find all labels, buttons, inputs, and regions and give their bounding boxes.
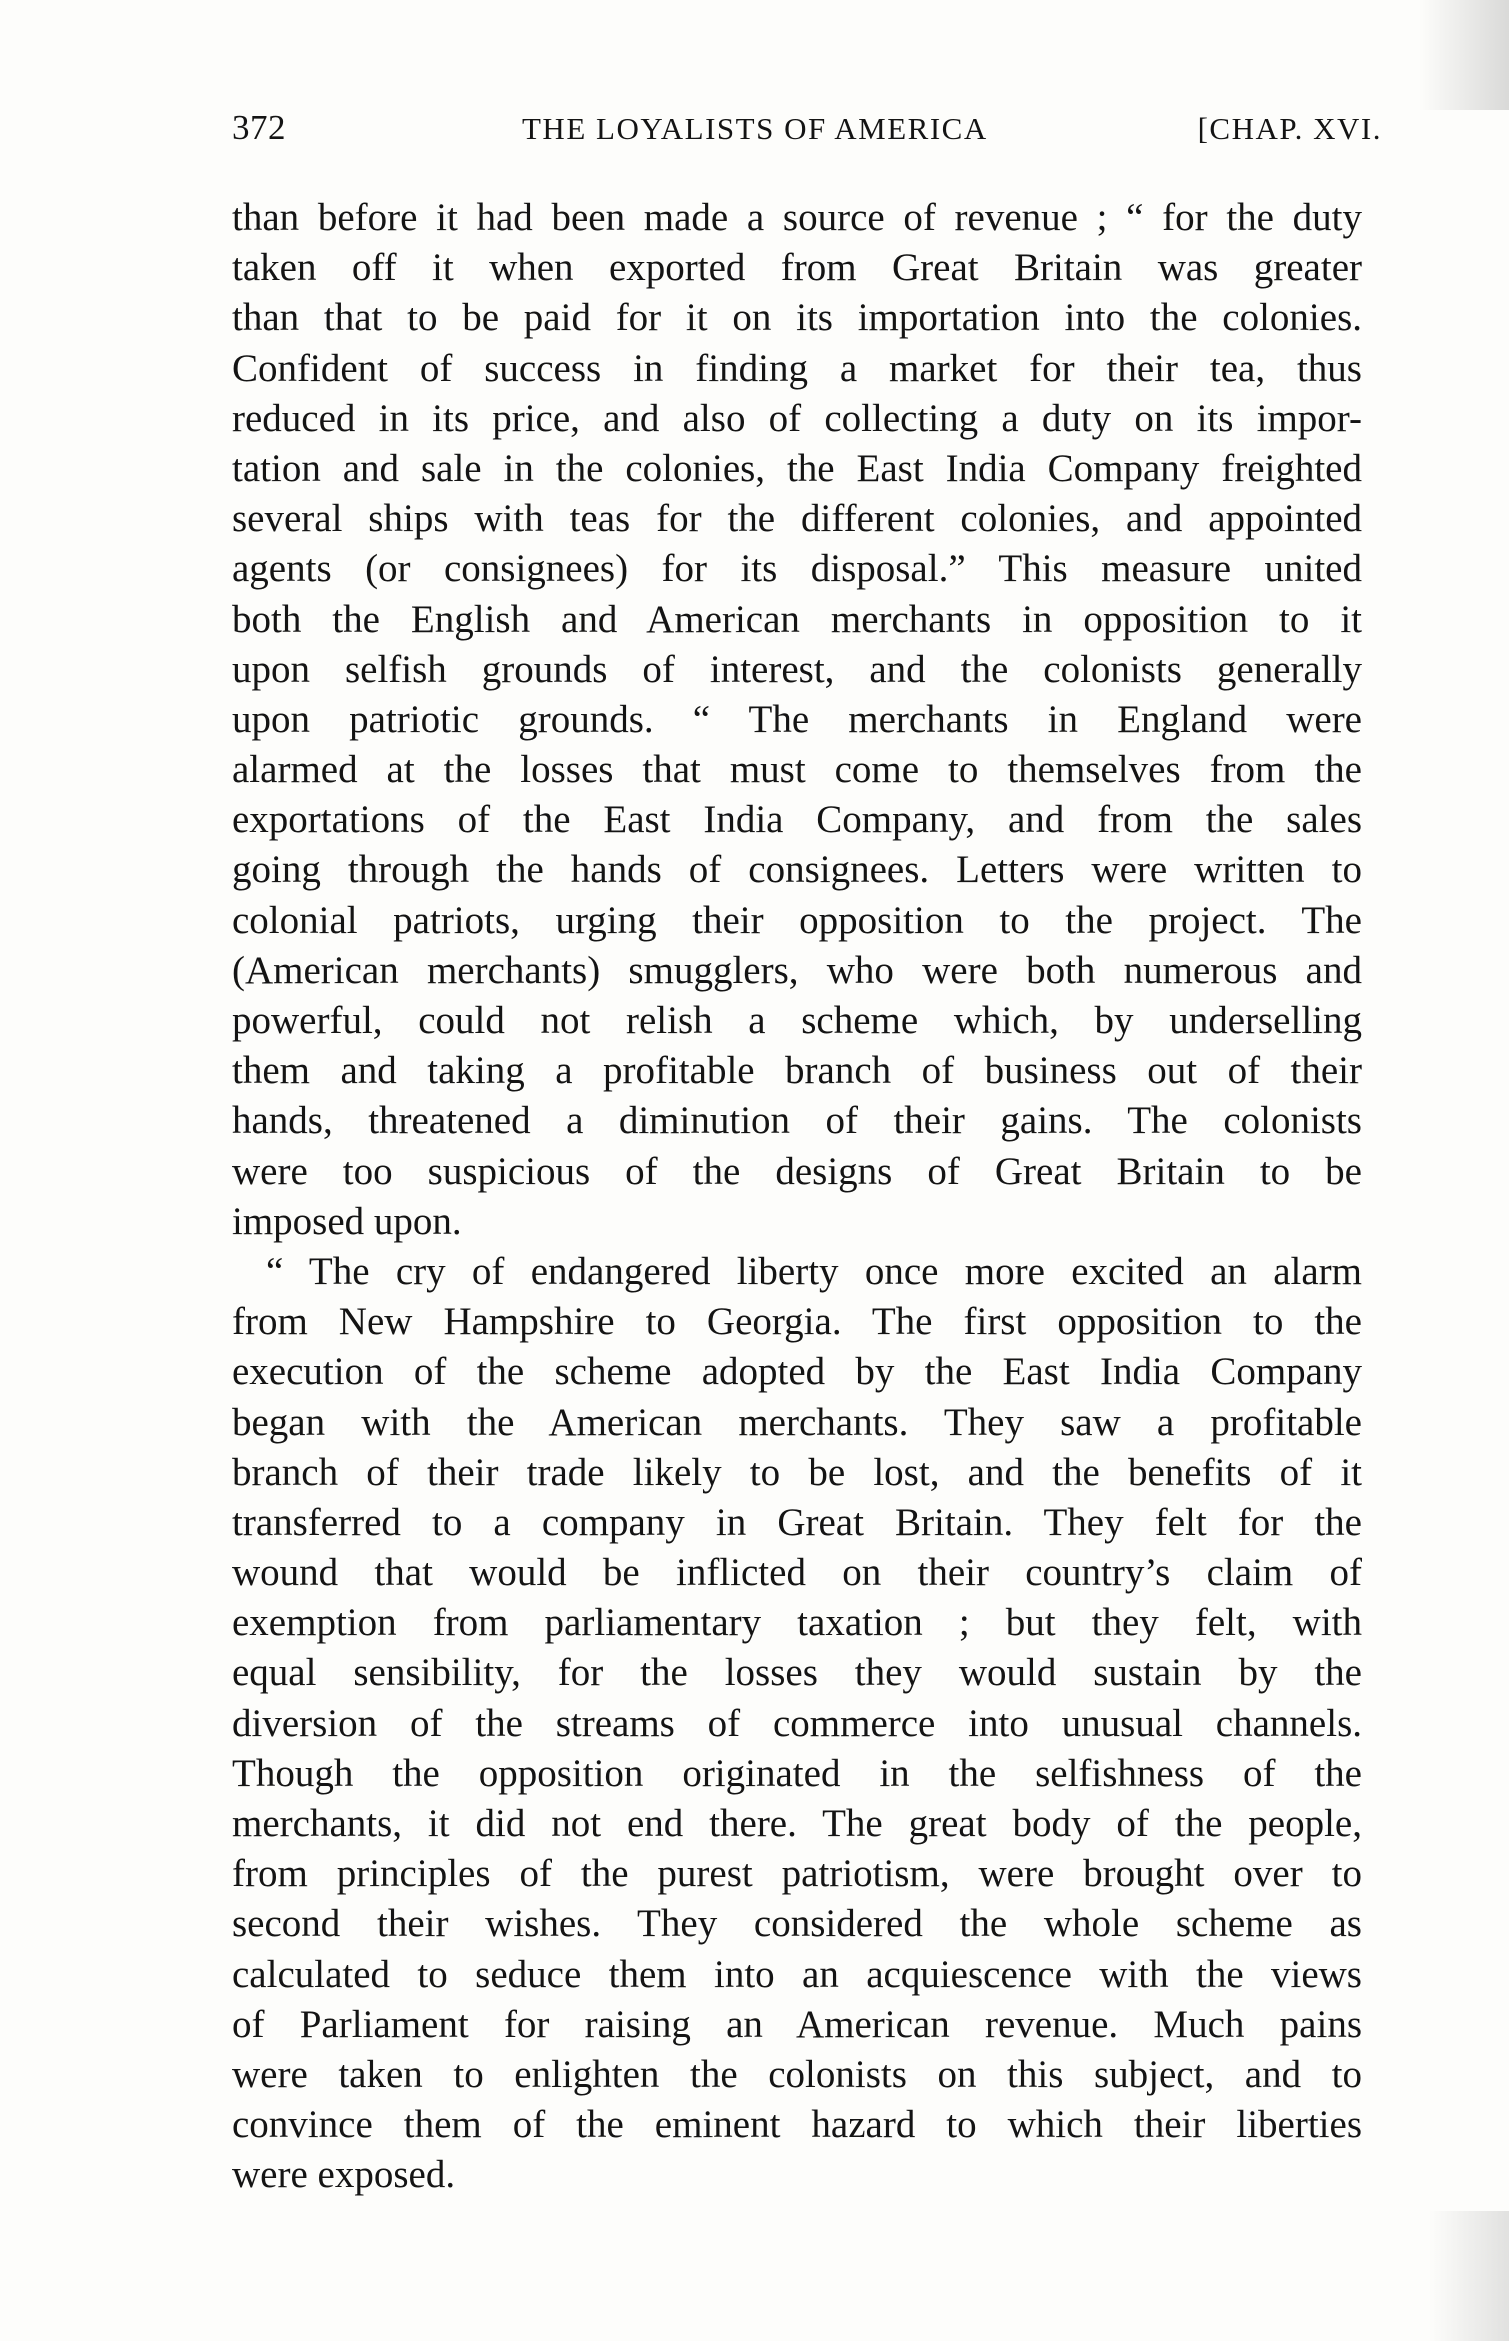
text-line: second their wishes. They considered the whole scheme as [232, 1902, 1362, 1946]
text-line: than before it had been made a source of revenue ; “ for the duty [232, 196, 1362, 239]
text-line: calculated to seduce them into an acquiescence with the views [232, 1952, 1362, 1996]
text-line: upon selfish grounds of interest, and the colonists generally [232, 647, 1362, 691]
body-text [232, 193, 1362, 2201]
book-title: THE LOYALISTS OF AMERICA [522, 111, 988, 146]
text-line: colonial patriots, urging their opposition to the project. The [232, 898, 1362, 942]
text-line: branch of their trade likely to be lost, and the benefits of it [232, 1450, 1362, 1494]
text-line: were taken to enlighten the colonists on this subject, and to [232, 2052, 1362, 2096]
text-line: of Parliament for raising an American revenue. Much pains [232, 2002, 1362, 2046]
text-line: Confident of success in finding a market for their tea, thus [232, 346, 1362, 390]
scan-shadow-top [1419, 0, 1509, 110]
text-line: Though the opposition originated in the selfishness of the [232, 1751, 1362, 1795]
text-line: them and taking a profitable branch of business out of their [232, 1049, 1362, 1093]
text-line: diversion of the streams of commerce into unusual channels. [232, 1701, 1362, 1745]
paragraph-end-line: imposed upon. [232, 1199, 462, 1243]
text-line: wound that would be inflicted on their country’s claim of [232, 1551, 1362, 1595]
text-line: hands, threatened a diminution of their gains. The colonists [232, 1099, 1362, 1143]
text-line: upon patriotic grounds. “ The merchants in England were [232, 697, 1362, 741]
text-line: reduced in its price, and also of collecting a duty on its impor- [232, 396, 1362, 440]
text-line: taken off it when exported from Great Britain was greater [232, 246, 1362, 290]
text-line: agents (or consignees) for its disposal.” This measure united [232, 547, 1362, 591]
chapter-reference: [CHAP. XVI. [1197, 111, 1382, 146]
text-line: from principles of the purest patriotism, were brought over to [232, 1852, 1362, 1896]
paragraph-end-line: were exposed. [232, 2153, 456, 2197]
text-line: from New Hampshire to Georgia. The first opposition to the [232, 1300, 1362, 1344]
text-line: (American merchants) smugglers, who were both numerous and [232, 948, 1362, 992]
text-line: alarmed at the losses that must come to themselves from the [232, 748, 1362, 792]
text-line: transferred to a company in Great Britain. They felt for the [232, 1500, 1362, 1544]
text-line: both the English and American merchants in opposition to it [232, 597, 1362, 641]
running-head [232, 108, 1382, 158]
paragraph-start-line: “ The cry of endangered liberty once more excited an alarm [266, 1249, 1362, 1293]
text-line: powerful, could not relish a scheme which, by underselling [232, 999, 1362, 1042]
text-line: tation and sale in the colonies, the East India Company freighted [232, 446, 1362, 490]
text-line: convince them of the eminent hazard to which their liberties [232, 2103, 1362, 2147]
text-line: merchants, it did not end there. The great body of the people, [232, 1802, 1362, 1845]
text-line: began with the American merchants. They saw a profitable [232, 1400, 1362, 1444]
text-line: going through the hands of consignees. Letters were written to [232, 848, 1362, 892]
text-line: exportations of the East India Company, and from the sales [232, 798, 1362, 842]
text-line: equal sensibility, for the losses they would sustain by the [232, 1651, 1362, 1695]
text-line: exemption from parliamentary taxation ; but they felt, with [232, 1601, 1362, 1645]
text-line: several ships with teas for the different colonies, and appointed [232, 497, 1362, 541]
text-line: were too suspicious of the designs of Great Britain to be [232, 1149, 1362, 1193]
page-number: 372 [232, 108, 286, 147]
text-line: execution of the scheme adopted by the East India Company [232, 1350, 1362, 1394]
text-line: than that to be paid for it on its importation into the colonies. [232, 296, 1362, 340]
scan-shadow-bottom [1429, 2211, 1509, 2341]
